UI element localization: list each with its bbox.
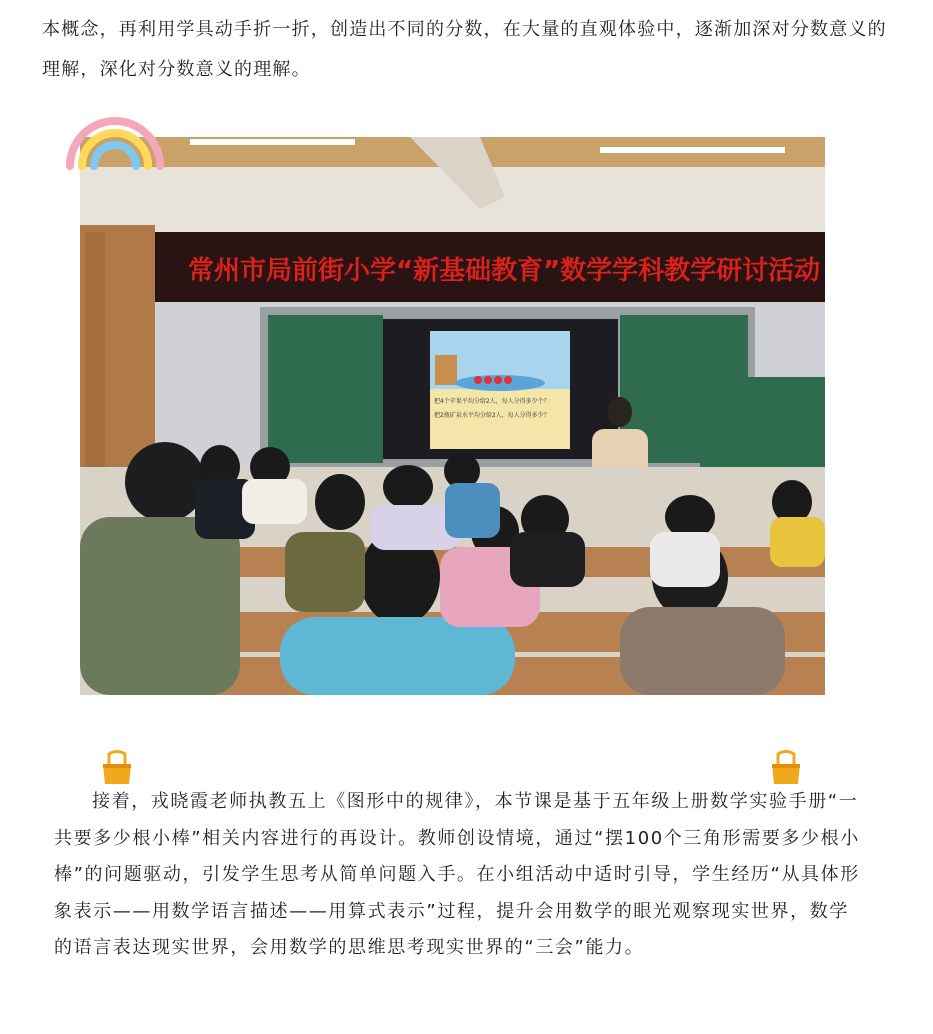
screen-question-1: 把4个苹果平均分给2人，每人分得多少个？	[434, 398, 550, 405]
banner-text: 常州市局前街小学“新基础教育”数学学科教学研讨活动	[188, 256, 821, 286]
body-paragraph: 接着，戎晓霞老师执教五上《图形中的规律》，本节课是基于五年级上册数学实验手册“一共要多少根小棒”相关内容进行的再设计。教师创设情境，通过“摆100个三角形需要多少根小棒”的问题驱动，引发学生思考从简单问题入手。在小组活动中适时引导，学生经历“从具体形象表示——用数学语言描述——用算式表示”过程，提升会用数学的眼光观察现实世界，数学的语言表达现实世界，会用数学的思维思考现实世界的“三会”能力。	[54, 791, 860, 958]
intro-paragraph: 本概念，再利用学具动手折一折，创造出不同的分数，在大量的直观体验中，逐渐加深对分数意义的理解，深化对分数意义的理解。	[42, 19, 887, 80]
rainbow-icon	[62, 100, 168, 172]
screen-question-2: 把2瓶矿泉水平均分给2人，每人分得多少？	[434, 412, 550, 419]
binder-clip-icon	[768, 750, 804, 786]
classroom-photo	[80, 137, 825, 695]
binder-clip-icon	[99, 750, 135, 786]
